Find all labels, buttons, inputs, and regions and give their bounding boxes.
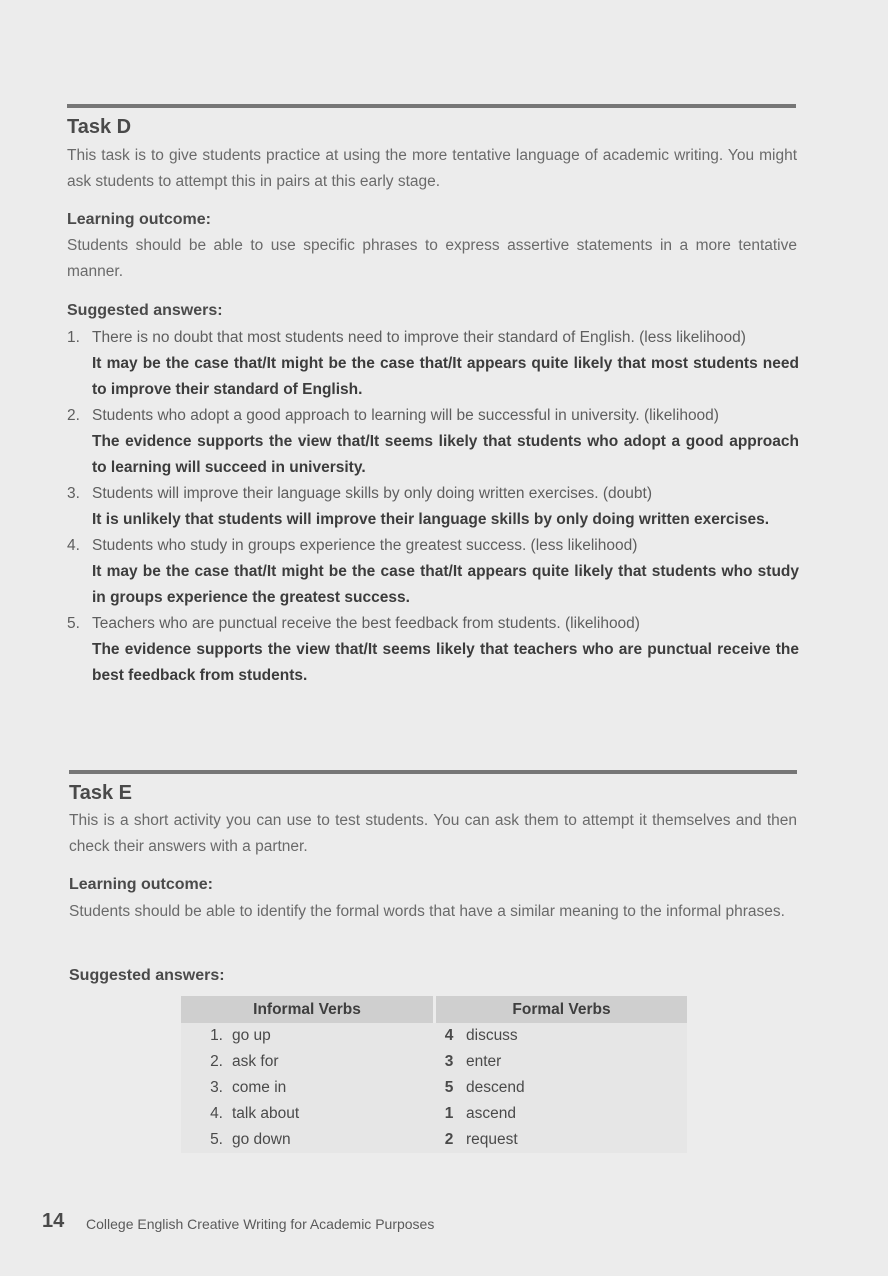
match-number: 3: [444, 1053, 454, 1070]
task-e-outcome-label: Learning outcome:: [69, 876, 214, 893]
informal-cell: [181, 1075, 436, 1101]
match-number: 5: [444, 1079, 454, 1096]
informal-verb: come in: [232, 1079, 287, 1096]
task-d-outcome-label: Learning outcome:: [67, 211, 212, 228]
informal-cell: [181, 1023, 436, 1049]
task-d-title: Task D: [67, 116, 132, 138]
answer-item: [67, 325, 799, 403]
answer-item: [67, 611, 799, 689]
task-d-answers-label: Suggested answers:: [67, 302, 223, 319]
task-d-intro: This task is to give students practice at using the more tentative language of academic writing. You might ask students to attempt this in pairs at this early stage.: [67, 147, 797, 190]
verb-table: [181, 996, 687, 1153]
answer-solution: The evidence supports the view that/It seems likely that teachers who are punctual receive the best feedback from students.: [92, 641, 799, 684]
informal-verb: talk about: [232, 1105, 300, 1122]
formal-verb: discuss: [466, 1027, 518, 1044]
answer-number: 5.: [67, 615, 80, 632]
informal-verb: go down: [232, 1131, 291, 1148]
task-e-outcome-text: Students should be able to identify the formal words that have a similar meaning to the informal phrases.: [69, 903, 785, 920]
answer-question: There is no doubt that most students need to improve their standard of English. (less likelihood): [92, 329, 746, 346]
answer-question: Students will improve their language skills by only doing written exercises. (doubt): [92, 485, 652, 502]
formal-verb: request: [466, 1131, 518, 1148]
match-number: 1: [444, 1105, 454, 1122]
header-formal-verbs: Formal Verbs: [436, 996, 687, 1023]
answer-question: Teachers who are punctual receive the best feedback from students. (likelihood): [92, 615, 640, 632]
section-rule-task-d: [67, 104, 796, 108]
answer-item: [67, 481, 799, 533]
answer-item: [67, 403, 799, 481]
informal-verb: ask for: [232, 1053, 279, 1070]
informal-verb: go up: [232, 1027, 271, 1044]
row-number: 4.: [210, 1105, 223, 1122]
answer-item: [67, 533, 799, 611]
formal-verb: enter: [466, 1053, 502, 1070]
task-e-answers-label: Suggested answers:: [69, 967, 225, 984]
informal-cell: [181, 1127, 436, 1153]
page-number: 14: [42, 1210, 65, 1232]
task-e-title: Task E: [69, 782, 132, 804]
answer-number: 2.: [67, 407, 80, 424]
task-d-answer-list: [67, 325, 799, 689]
informal-cell: [181, 1101, 436, 1127]
table-row: [181, 1127, 687, 1153]
answer-solution: It is unlikely that students will improve their language skills by only doing written exercises.: [92, 511, 770, 528]
task-d-outcome-text: Students should be able to use specific phrases to express assertive statements in a more tentative manner.: [67, 237, 797, 280]
formal-verb: descend: [466, 1079, 525, 1096]
row-number: 2.: [210, 1053, 223, 1070]
answer-solution: It may be the case that/It might be the case that/It appears quite likely that students who study in groups experience the greatest success.: [92, 563, 799, 606]
verb-table-wrap: [181, 996, 687, 1153]
match-number: 2: [444, 1131, 454, 1148]
formal-cell: [436, 1023, 687, 1049]
table-row: [181, 1023, 687, 1049]
table-row: [181, 1049, 687, 1075]
answer-number: 4.: [67, 537, 80, 554]
answer-question: Students who study in groups experience the greatest success. (less likelihood): [92, 537, 638, 554]
formal-verb: ascend: [466, 1105, 516, 1122]
formal-cell: [436, 1127, 687, 1153]
table-row: [181, 1101, 687, 1127]
answer-solution: The evidence supports the view that/It seems likely that students who adopt a good approach to learning will succeed in university.: [92, 433, 799, 476]
table-row: [181, 1075, 687, 1101]
row-number: 5.: [210, 1131, 223, 1148]
section-rule-task-e: [69, 770, 797, 774]
answer-number: 3.: [67, 485, 80, 502]
formal-cell: [436, 1049, 687, 1075]
task-e-intro: This is a short activity you can use to test students. You can ask them to attempt it themselves and then check their answers with a partner.: [69, 812, 797, 855]
formal-cell: [436, 1101, 687, 1127]
informal-cell: [181, 1049, 436, 1075]
book-title: College English Creative Writing for Academic Purposes: [86, 1216, 435, 1232]
row-number: 3.: [210, 1079, 223, 1096]
header-informal-verbs: Informal Verbs: [181, 996, 436, 1023]
match-number: 4: [444, 1027, 454, 1044]
row-number: 1.: [210, 1027, 223, 1044]
table-header-row: [181, 996, 687, 1023]
answer-number: 1.: [67, 329, 80, 346]
answer-solution: It may be the case that/It might be the case that/It appears quite likely that most students need to improve their standard of English.: [92, 355, 799, 398]
answer-question: Students who adopt a good approach to learning will be successful in university. (likelihood): [92, 407, 719, 424]
formal-cell: [436, 1075, 687, 1101]
